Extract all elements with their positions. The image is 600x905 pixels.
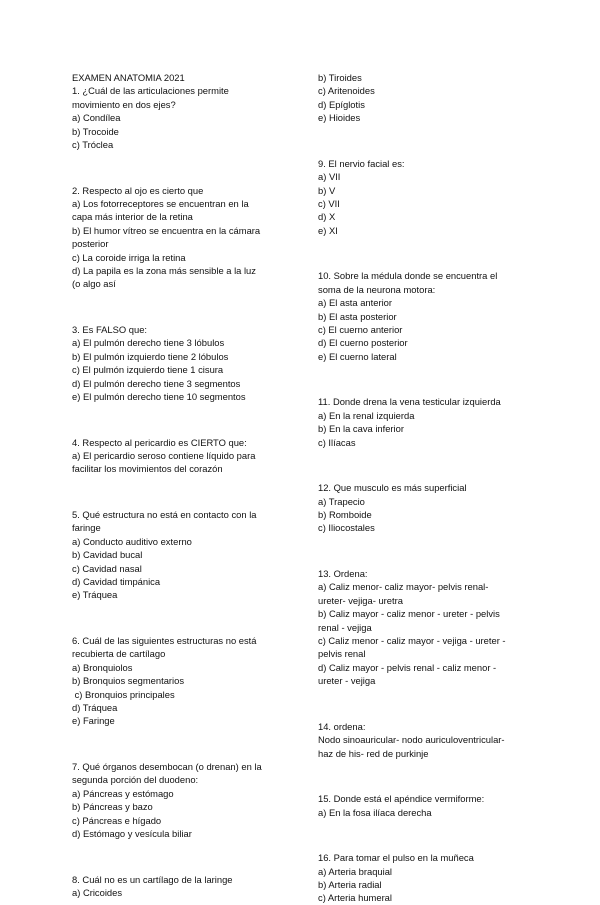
text-line: renal - vejiga — [318, 621, 372, 633]
right-column — [318, 71, 530, 905]
text-line: pelvis renal — [318, 648, 366, 660]
text-line: c) Caliz menor - caliz mayor - vejiga - ureter - — [318, 635, 506, 647]
text-line: haz de his- red de purkinje — [318, 747, 429, 759]
text-line: a) El pericardio seroso contiene líquido para — [72, 450, 256, 462]
text-line: a) VII — [318, 171, 341, 183]
blank-line — [72, 485, 284, 498]
text-line: a) Trapecio — [318, 495, 365, 507]
text-line: movimiento en dos ejes? — [72, 98, 176, 110]
left-column-lines — [72, 84, 284, 899]
blank-line — [318, 247, 530, 260]
text-line: c) VII — [318, 198, 340, 210]
text-line: segunda porción del duodeno: — [72, 774, 199, 786]
text-line: a) Los fotorreceptores se encuentran en la — [72, 198, 249, 210]
text-line: 7. Qué órganos desembocan (o drenan) en la — [72, 761, 262, 773]
blank-line — [72, 161, 284, 174]
blank-line — [72, 737, 284, 750]
text-line: c) El pulmón izquierdo tiene 1 cisura — [72, 364, 224, 376]
text-line: b) Caliz mayor - caliz menor - ureter - pelvis — [318, 608, 500, 620]
text-line: 16. Para tomar el pulso en la muñeca — [318, 852, 474, 864]
text-line: c) Iliocostales — [318, 522, 375, 534]
text-line: b) V — [318, 184, 336, 196]
text-line: ureter- vejiga- uretra — [318, 594, 403, 606]
text-line: 14. ordena: — [318, 720, 366, 732]
text-line: d) Cavidad timpánica — [72, 576, 161, 588]
text-line: c) Cavidad nasal — [72, 562, 142, 574]
text-line: d) Tráquea — [72, 702, 118, 714]
text-line: a) Arteria braquial — [318, 865, 392, 877]
text-line: faringe — [72, 522, 101, 534]
text-line: d) La papila es la zona más sensible a la luz — [72, 265, 256, 277]
text-line: b) El humor vítreo se encuentra en la cámara — [72, 224, 261, 236]
text-line: e) El pulmón derecho tiene 10 segmentos — [72, 391, 246, 403]
text-line: (o algo así — [72, 278, 116, 290]
left-column — [72, 71, 284, 899]
text-line: d) X — [318, 211, 336, 223]
text-line: c) Páncreas e hígado — [72, 814, 162, 826]
text-line: d) El cuerno posterior — [318, 337, 408, 349]
text-line: b) Páncreas y bazo — [72, 801, 153, 813]
blank-line — [318, 697, 530, 710]
text-line: b) Trocoide — [72, 125, 119, 137]
text-line: b) Cavidad bucal — [72, 549, 143, 561]
text-line: 4. Respecto al pericardio es CIERTO que: — [72, 436, 247, 448]
text-line: 15. Donde está el apéndice vermiforme: — [318, 793, 485, 805]
blank-line — [72, 300, 284, 313]
text-line: 2. Respecto al ojo es cierto que — [72, 184, 204, 196]
text-line: b) Romboide — [318, 509, 372, 521]
text-line: 3. Es FALSO que: — [72, 324, 148, 336]
exam-title: EXAMEN ANATOMIA 2021 — [72, 72, 185, 83]
text-line: b) El asta posterior — [318, 310, 397, 322]
blank-line — [318, 458, 530, 471]
blank-line — [318, 828, 530, 841]
text-line: capa más interior de la retina — [72, 211, 193, 223]
text-line: Nodo sinoauricular- nodo auriculoventricular- — [318, 734, 505, 746]
text-line: a) Cricoides — [72, 887, 123, 899]
text-line: d) Epíglotis — [318, 98, 365, 110]
text-line: b) En la cava inferior — [318, 423, 404, 435]
text-line: ureter - vejiga — [318, 675, 376, 687]
text-line: 13. Ordena: — [318, 568, 368, 580]
text-line: recubierta de cartílago — [72, 648, 166, 660]
text-line: a) Caliz menor- caliz mayor- pelvis renal- — [318, 581, 489, 593]
text-line: d) Estómago y vesícula biliar — [72, 828, 192, 840]
text-line: a) Bronquiolos — [72, 661, 133, 673]
blank-line — [318, 373, 530, 386]
text-line: c) Tróclea — [72, 139, 114, 151]
text-line: e) Hioides — [318, 112, 361, 124]
text-line: a) Condílea — [72, 112, 121, 124]
text-line: 1. ¿Cuál de las articulaciones permite — [72, 85, 229, 97]
text-line: 12. Que musculo es más superficial — [318, 482, 467, 494]
text-line: soma de la neurona motora: — [318, 283, 436, 295]
text-line: 8. Cuál no es un cartílago de la laringe — [72, 873, 233, 885]
text-line: b) Bronquios segmentarios — [72, 675, 185, 687]
text-line: 10. Sobre la médula donde se encuentra el — [318, 270, 498, 282]
blank-line — [72, 611, 284, 624]
text-line: e) El cuerno lateral — [318, 350, 397, 362]
text-line: 6. Cuál de las siguientes estructuras no está — [72, 635, 257, 647]
text-line: posterior — [72, 238, 109, 250]
text-line: a) En la fosa ilíaca derecha — [318, 806, 432, 818]
text-line: e) Tráquea — [72, 589, 118, 601]
text-line: a) El asta anterior — [318, 297, 392, 309]
blank-line — [318, 544, 530, 557]
text-line: c) Arteria humeral — [318, 892, 392, 904]
text-line: c) Ilíacas — [318, 436, 356, 448]
right-column-lines — [318, 71, 530, 905]
text-line: d) El pulmón derecho tiene 3 segmentos — [72, 377, 241, 389]
text-line: b) Arteria radial — [318, 879, 382, 891]
text-line: 9. El nervio facial es: — [318, 157, 405, 169]
text-line: d) Caliz mayor - pelvis renal - caliz menor - — [318, 661, 497, 673]
text-line: e) Faringe — [72, 715, 115, 727]
text-line: c) Aritenoides — [318, 85, 375, 97]
blank-line — [318, 769, 530, 782]
text-line: e) XI — [318, 224, 338, 236]
blank-line — [318, 134, 530, 147]
text-line: c) Bronquios principales — [72, 688, 175, 700]
text-line: c) La coroide irriga la retina — [72, 251, 186, 263]
text-line: a) Páncreas y estómago — [72, 787, 174, 799]
text-line: b) Tiroides — [318, 72, 362, 83]
text-line: a) En la renal izquierda — [318, 409, 415, 421]
text-line: a) Conducto auditivo externo — [72, 535, 192, 547]
text-line: a) El pulmón derecho tiene 3 lóbulos — [72, 337, 225, 349]
text-line: 5. Qué estructura no está en contacto con la — [72, 509, 257, 521]
text-line: b) El pulmón izquierdo tiene 2 lóbulos — [72, 350, 229, 362]
text-line: c) El cuerno anterior — [318, 324, 403, 336]
text-line: facilitar los movimientos del corazón — [72, 463, 223, 475]
blank-line — [72, 850, 284, 863]
blank-line — [72, 413, 284, 426]
text-line: 11. Donde drena la vena testicular izquierda — [318, 396, 501, 408]
